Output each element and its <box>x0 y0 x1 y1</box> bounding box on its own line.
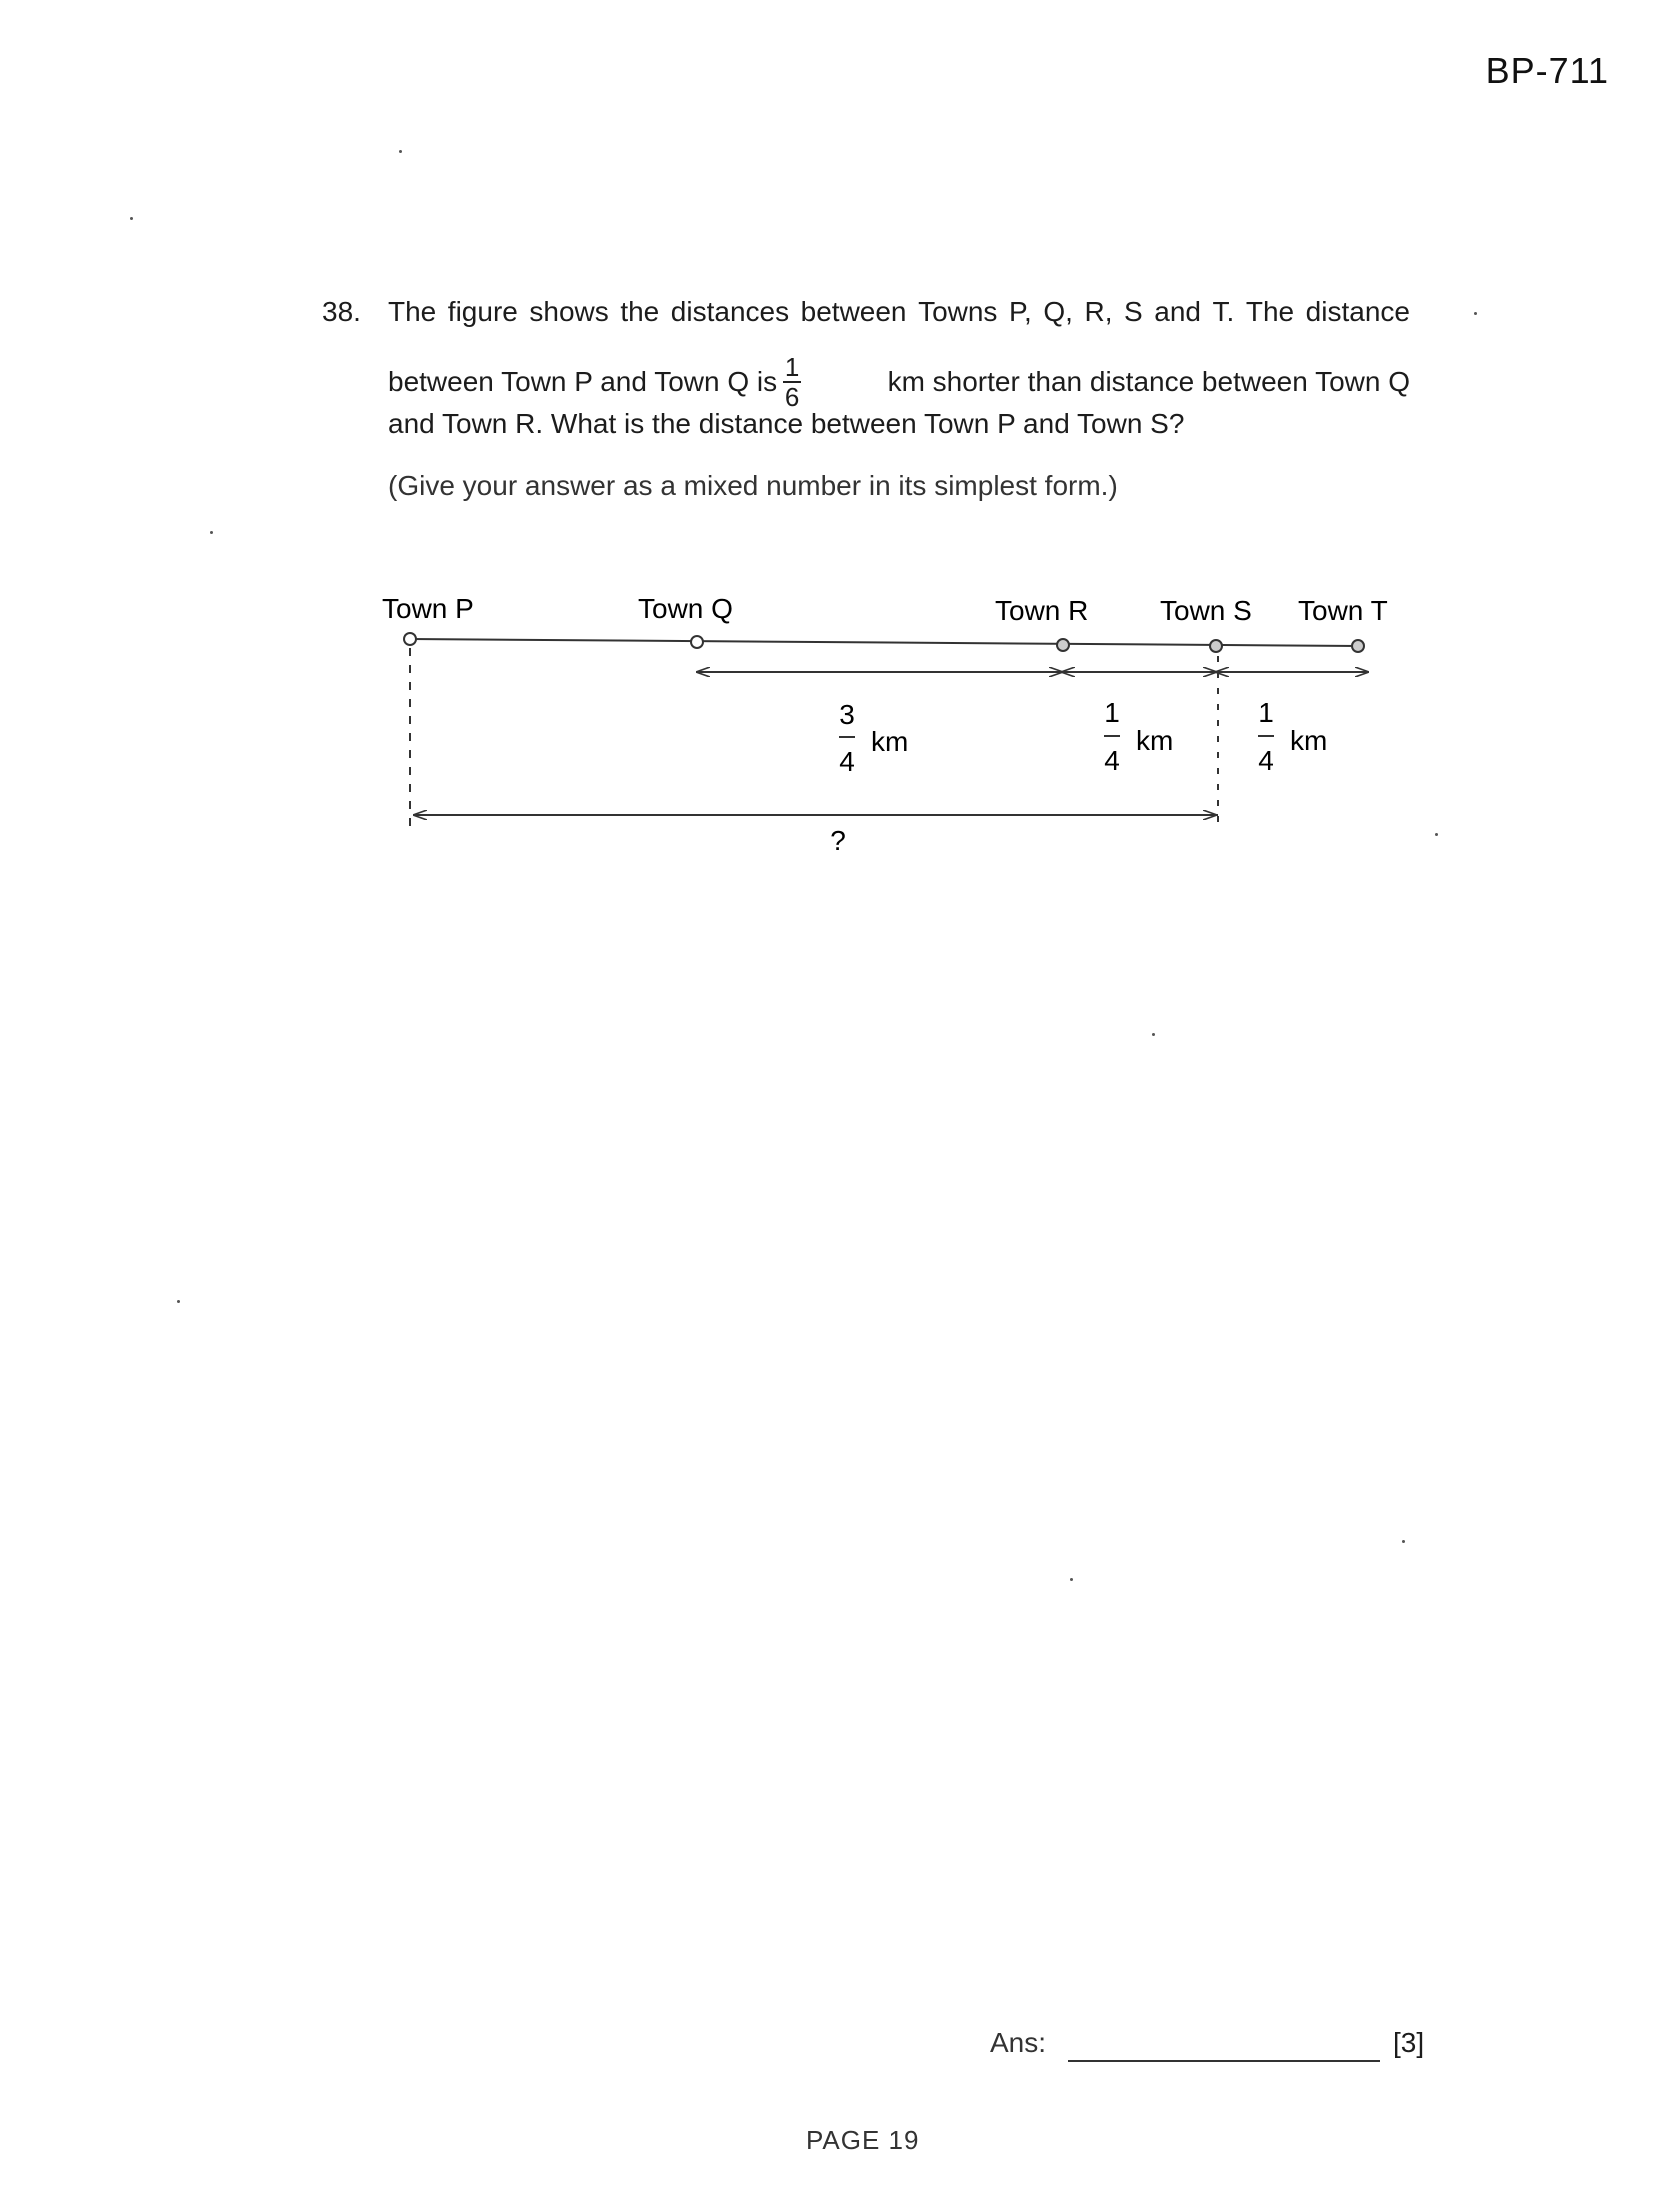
word: S <box>1124 296 1143 327</box>
town-point-p <box>404 633 416 645</box>
question-number: 38. <box>322 296 361 327</box>
town-label-t: Town T <box>1298 595 1388 626</box>
town-point-r <box>1057 639 1069 651</box>
scan-speck <box>1070 1578 1073 1581</box>
town-label-s: Town S <box>1160 595 1252 626</box>
scan-speck <box>177 1300 180 1303</box>
word: T. <box>1212 296 1235 327</box>
question-line-3: and Town R. What is the distance between Town P and Town S? <box>388 408 1185 439</box>
unknown-distance-label: ? <box>830 825 846 856</box>
word: figure <box>447 296 518 327</box>
fraction-numerator: 3 <box>839 699 855 730</box>
fraction-denominator: 4 <box>1104 745 1120 776</box>
word: P, <box>1008 296 1032 327</box>
word: Q, <box>1043 296 1073 327</box>
scan-speck <box>1435 833 1438 836</box>
word: distance <box>1305 296 1410 327</box>
marks-label: [3] <box>1393 2027 1425 2058</box>
town-point-t <box>1352 640 1364 652</box>
town-point-s <box>1210 640 1222 652</box>
scan-speck <box>1152 1033 1155 1036</box>
word: Towns <box>918 296 998 327</box>
town-label-p: Town P <box>382 593 474 624</box>
scan-speck <box>1402 1540 1405 1543</box>
distance-unit-label: km <box>1290 725 1328 756</box>
page-number: PAGE 19 <box>806 2125 920 2155</box>
town-label-r: Town R <box>995 595 1089 626</box>
question-instruction: (Give your answer as a mixed number in its simplest form.) <box>388 470 1118 501</box>
scan-speck <box>210 531 213 534</box>
distance-unit-label: km <box>1136 725 1174 756</box>
scan-speck <box>399 150 402 153</box>
answer-blank[interactable] <box>1068 2060 1380 2062</box>
town-point-q <box>691 636 703 648</box>
fraction-numerator: 1 <box>1258 697 1274 728</box>
distance-diagram <box>0 0 1654 900</box>
fraction-denominator: 4 <box>839 746 855 777</box>
paper-code: BP-711 <box>1485 50 1609 91</box>
answer-label: Ans: <box>990 2027 1047 2058</box>
distance-unit-label: km <box>871 726 909 757</box>
scan-speck <box>130 217 133 220</box>
word: The <box>388 296 437 327</box>
word: distances <box>670 296 790 327</box>
word: the <box>620 296 660 327</box>
word: The <box>1245 296 1295 327</box>
fraction-denominator: 4 <box>1258 745 1274 776</box>
word: between <box>800 296 907 327</box>
fraction-denominator: 6 <box>784 382 800 412</box>
line2-after-text: km shorter than distance between Town Q <box>887 366 1410 397</box>
scan-speck <box>1474 312 1477 315</box>
line2-before-text: between Town P and Town Q is <box>388 366 778 397</box>
word: and <box>1154 296 1201 327</box>
word: R, <box>1084 296 1113 327</box>
word: shows <box>529 296 609 327</box>
fraction-numerator: 1 <box>784 352 800 382</box>
fraction-numerator: 1 <box>1104 697 1120 728</box>
town-label-q: Town Q <box>638 593 733 624</box>
